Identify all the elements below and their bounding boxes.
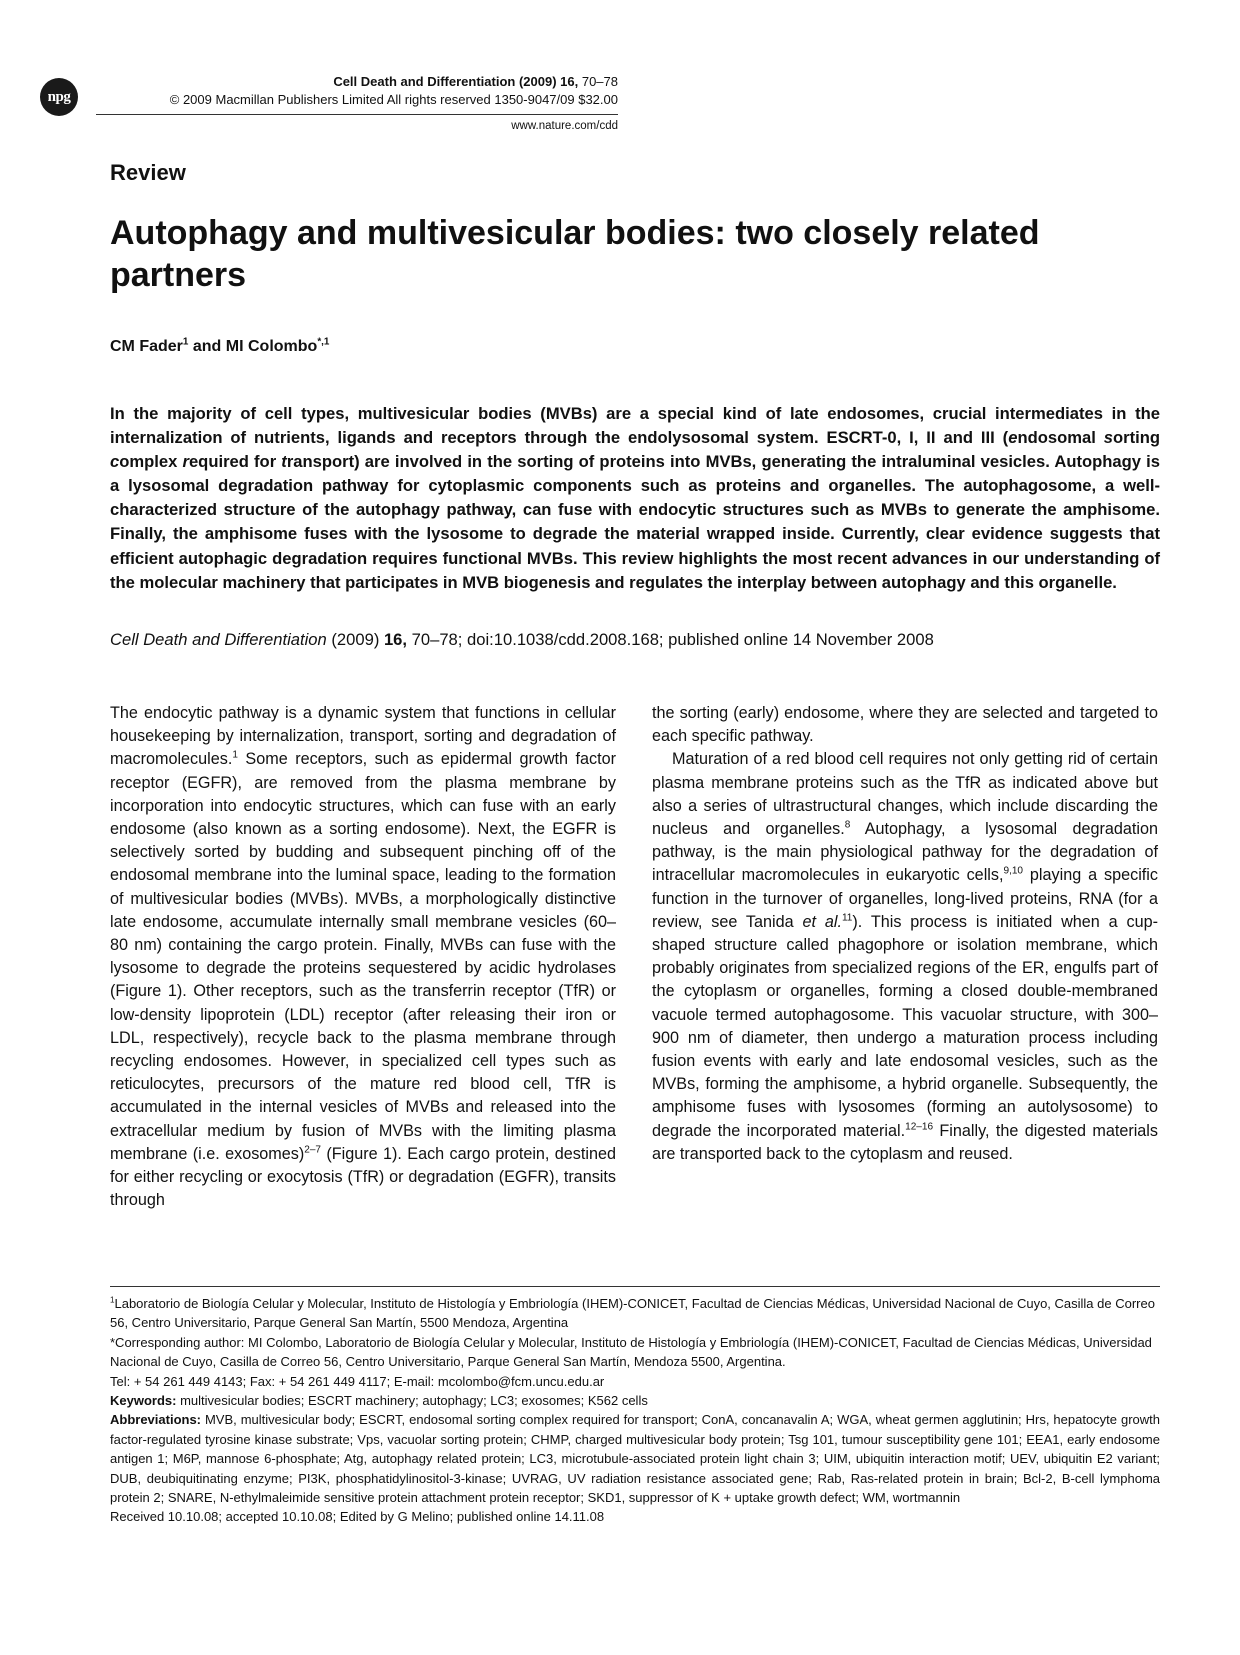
- section-label: Review: [110, 160, 186, 185]
- body-column-left: [110, 702, 616, 1212]
- author-list: CM Fader$^1$ and MI Colombo$^{*,1}$: [110, 336, 330, 355]
- abbreviations: Abbreviations: MVB, multivesicular body; ESCRT, endosomal sorting complex required for transport; ConA, concanavalin A; WGA, wheat germen agglutinin; Hrs, hepatocyte growth factor-regulated tyrosine kinase substrate; Vps, vacuolar sorting protein; CHMP, charged multivesicular body protein; Tsg 101, tumour susceptibility gene 101; EEA1, early endosome antigen 1; M6P, mannose 6-phosphate; Atg, autophagy related protein; LC3, microtubule-associated protein light chain 3; UIM, ubiquitin interaction motif; UEV, ubiquitin E2 variant; DUB, deubiquitinating enzyme; PI3K, phosphatidylinositol-3-kinase; UVRAG, UV radiation resistance associated gene; Rab, Ras-related protein in brain; Bcl-2, B-cell lymphoma protein 2; SNARE, N-ethylmaleimide sensitive protein attachment protein receptor; SKD1, suppressor of K + uptake growth defect; WM, wortmannin: [110, 1412, 1160, 1506]
- body-paragraph: The endocytic pathway is a dynamic system that functions in cellular housekeeping by internalization, transport, sorting and degradation of macromolecules.$^1$ Some receptors, such as epidermal growth factor receptor (EGFR), are removed from the plasma membrane by incorporation into endocytic structures, which can fuse with an early endosome (also known as a sorting endosome). Next, the EGFR is selectively sorted by budding and subsequent pinching off of the endosomal membrane into the luminal space, leading to the formation of multivesicular bodies (MVBs). MVBs, a morphologically distinctive late endosome, accumulate internally small membrane vesicles (60–80 nm) containing the cargo protein. Finally, MVBs can fuse with the lysosome to degrade the proteins sequestered by acidic hydrolases (Figure 1). Other receptors, such as the transferrin receptor (TfR) or low-density lipoprotein (LDL) receptor (after releasing their iron or LDL, respectively), recycle back to the plasma membrane through recycling endosomes. However, in specialized cell types such as reticulocytes, precursors of the mature red blood cell, TfR is accumulated in the internal vesicles of MVBs and released into the extracellular medium by fusion of MVBs with the limiting plasma membrane (i.e. exosomes)$^{2-7}$ (Figure 1). Each cargo protein, destined for either recycling or exocytosis (TfR) or degradation (EGFR), transits through: [110, 704, 616, 1210]
- abstract: In the majority of cell types, multivesicular bodies (MVBs) are a special kind of late endosomes, crucial intermediates in the internalization of nutrients, ligands and receptors through the endolysosomal system. ESCRT-0, I, II and III (endosomal sorting complex required for transport) are involved in the sorting of proteins into MVBs, generating the intraluminal vesicles. Autophagy is a lysosomal degradation pathway for cytoplasmic components such as proteins and organelles. The autophagosome, a well-characterized structure of the autophagy pathway, can fuse with endocytic structures such as MVBs to generate the amphisome. Finally, the amphisome fuses with the lysosome to degrade the material wrapped inside. Currently, clear evidence suggests that efficient autophagic degradation requires functional MVBs. This review highlights the most recent advances in our understanding of the molecular machinery that participates in MVB biogenesis and regulates the interplay between autophagy and this organelle.: [110, 404, 1160, 592]
- corresponding-author: *Corresponding author: MI Colombo, Laboratorio de Biología Celular y Molecular, Instituto de Histología y Embriología (IHEM)-CONICET, Facultad de Ciencias Médicas, Universidad Nacional de Cuyo, Casilla de Correo 56, Centro Universitario, Parque General San Martín, Mendoza 5500, Argentina.: [110, 1334, 1152, 1370]
- footnotes: [110, 1294, 1160, 1527]
- journal-url[interactable]: www.nature.com/cdd: [511, 120, 618, 132]
- article-title: Autophagy and multivesicular bodies: two closely related partners: [110, 214, 1040, 294]
- contact-info: Tel: + 54 261 449 4143; Fax: + 54 261 449 4117; E-mail: mcolombo@fcm.uncu.edu.ar: [110, 1373, 605, 1389]
- keywords: Keywords: multivesicular bodies; ESCRT machinery; autophagy; LC3; exosomes; K562 cells: [110, 1393, 648, 1409]
- footnote-divider: [110, 1286, 1160, 1287]
- header-divider: [96, 114, 618, 115]
- affiliation: $^1$Laboratorio de Biología Celular y Molecular, Instituto de Histología y Embriología (IHEM)-CONICET, Facultad de Ciencias Médicas, Universidad Nacional de Cuyo, Casilla de Correo 56, Centro Universitario, Parque General San Martín, 5500 Mendoza, Argentina: [110, 1295, 1155, 1331]
- copyright-line: © 2009 Macmillan Publishers Limited All rights reserved 1350-9047/09 $32.00: [169, 92, 618, 107]
- body-paragraph: the sorting (early) endosome, where they are selected and targeted to each specific pathway.: [652, 704, 1158, 746]
- journal-reference: Cell Death and Differentiation (2009) 16, 70–78: [333, 74, 618, 89]
- npg-logo: npg: [40, 78, 78, 116]
- body-paragraph: Maturation of a red blood cell requires not only getting rid of certain plasma membrane proteins such as the TfR as indicated above but also a series of ultrastructural changes, which include discarding the nucleus and organelles.$^8$ Autophagy, a lysosomal degradation pathway, is the main physiological pathway for the degradation of intracellular macromolecules in eukaryotic cells,$^{9,10}$ playing a specific function in the turnover of organelles, long-lived proteins, RNA (for a review, see Tanida et al.$^{11}$). This process is initiated when a cup-shaped structure called phagophore or isolation membrane, which probably originates from specialized regions of the ER, engulfs part of the cytoplasm or organelles, forming a closed double-membraned vacuole termed autophagosome. This vacuolar structure, with 300–900 nm of diameter, then undergo a maturation process including fusion events with early and late endosomal vesicles, such as the MVBs, forming the amphisome, a hybrid organelle. Subsequently, the amphisome fuses with lysosomes (forming an autolysosome) to degrade the incorporated material.$^{12-16}$ Finally, the digested materials are transported back to the cytoplasm and reused.: [652, 750, 1158, 1163]
- citation-line: Cell Death and Differentiation (2009) 16, 70–78; doi:10.1038/cdd.2008.168; published online 14 November 2008: [110, 630, 934, 649]
- received-dates: Received 10.10.08; accepted 10.10.08; Edited by G Melino; published online 14.11.08: [110, 1509, 605, 1525]
- body-column-right: [652, 702, 1158, 1166]
